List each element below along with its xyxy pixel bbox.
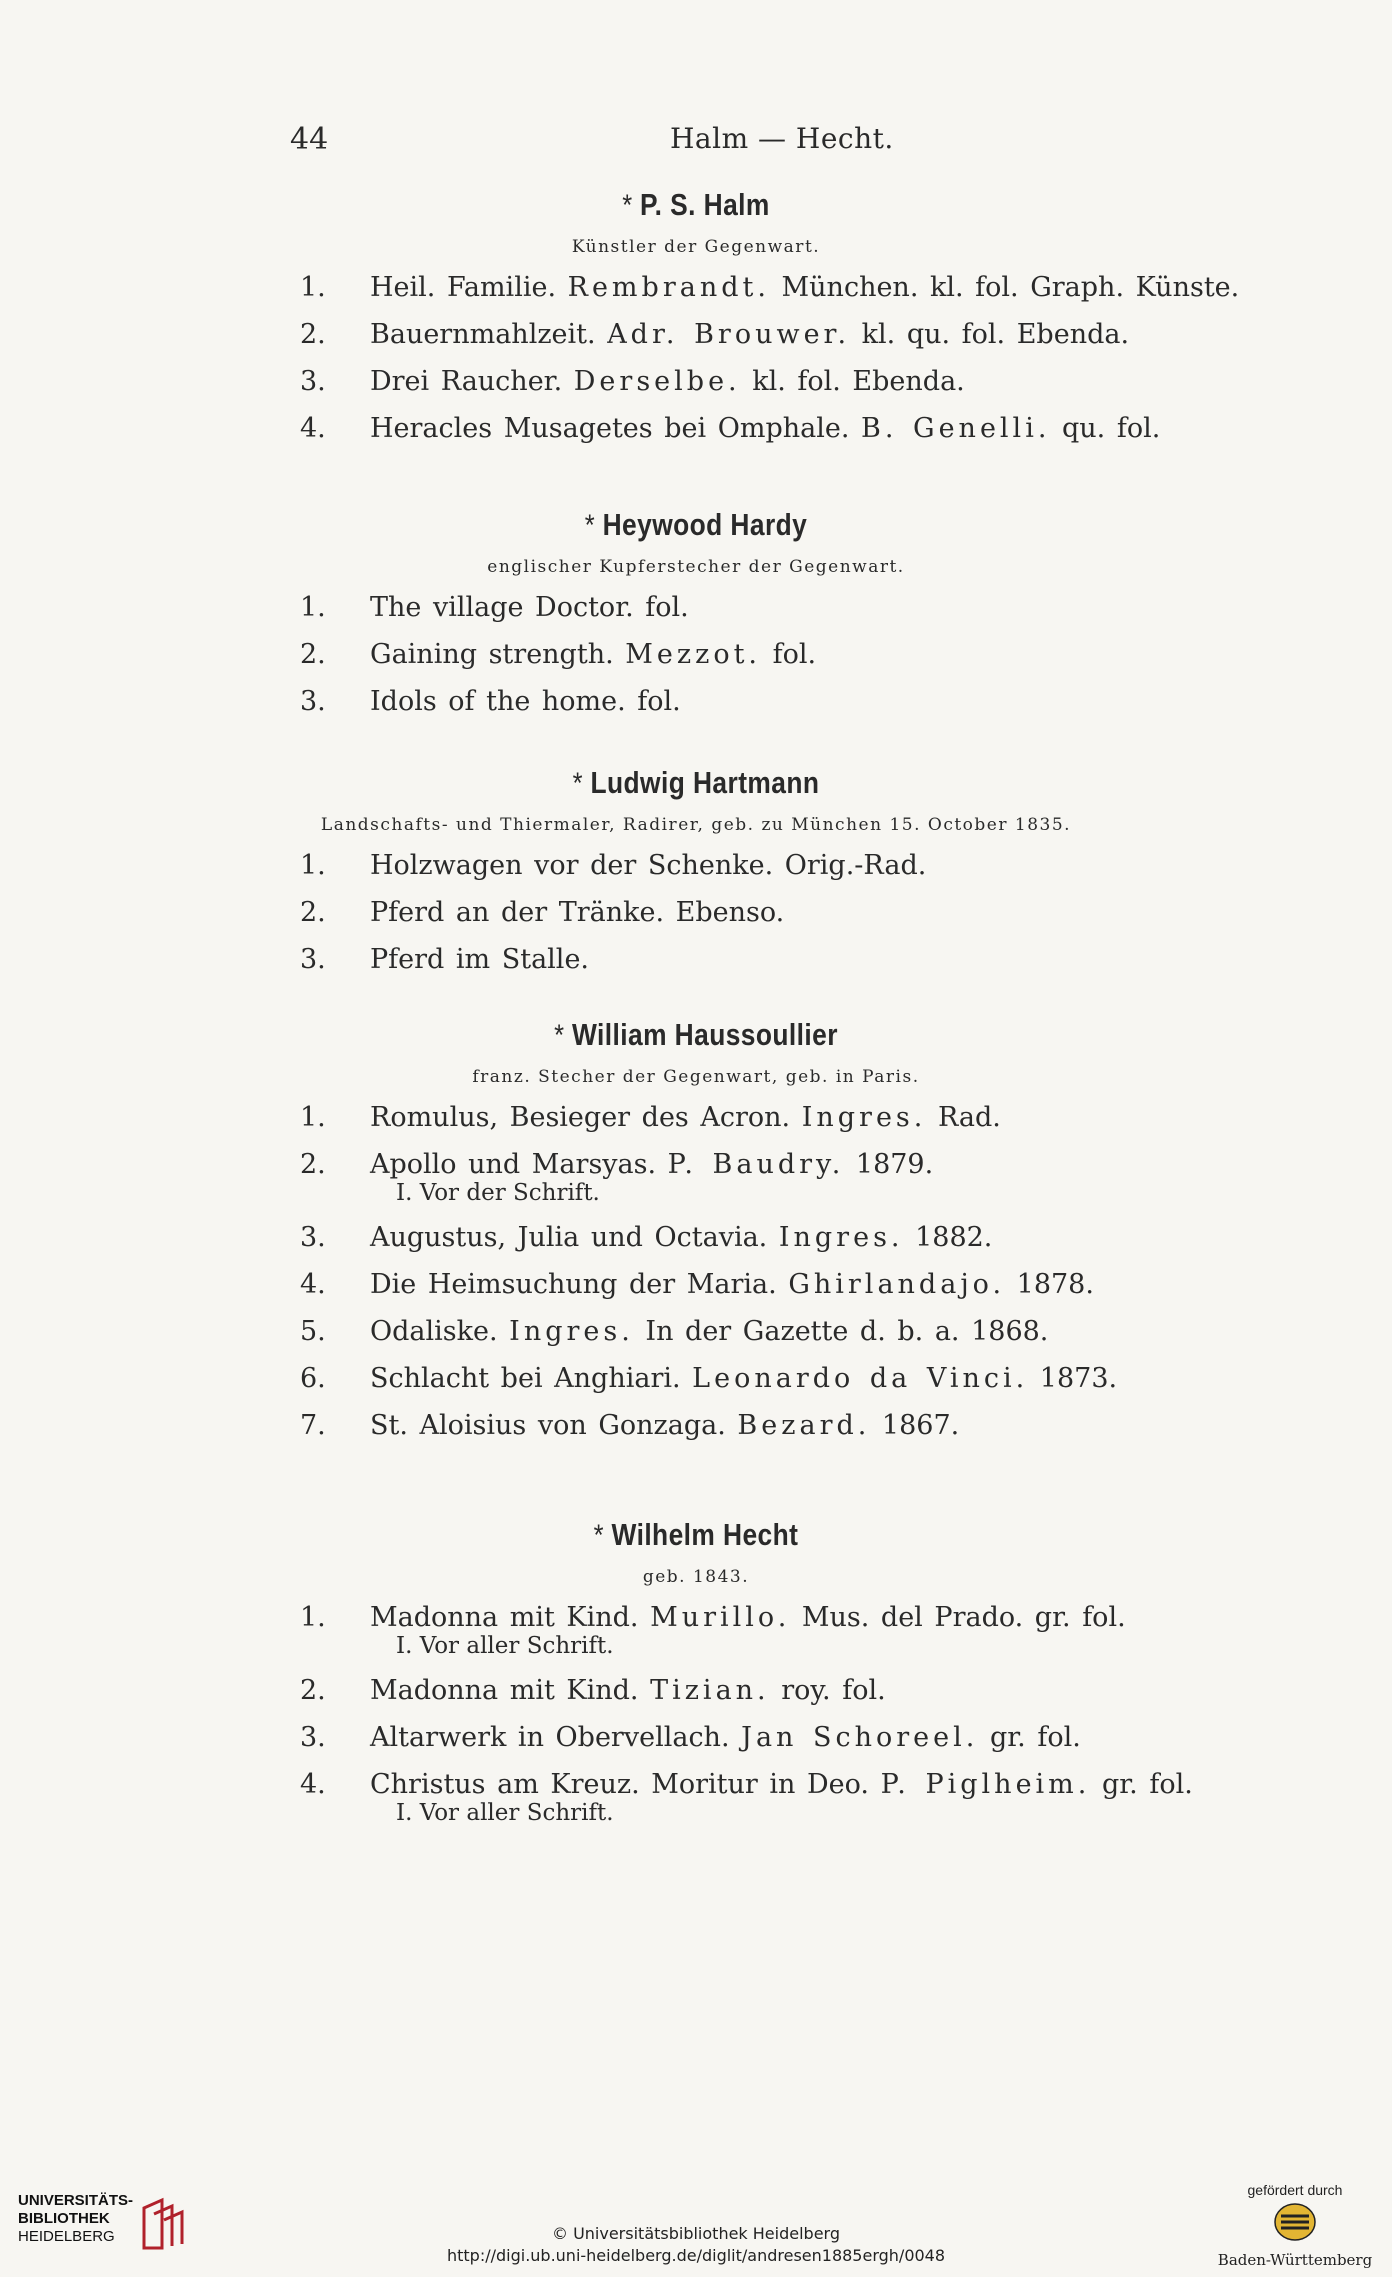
entry-number: 1. [300,272,326,303]
catalog-entry [0,264,1392,311]
entry-number: 6. [300,1363,326,1394]
source-url-link[interactable]: http://digi.ub.uni-heidelberg.de/diglit/andresen1885ergh/0048 [446,2246,946,2265]
page-number: 44 [290,122,329,157]
artist-subtitle: Landschafts- und Thiermaler, Radirer, geb. zu München 15. October 1835. [320,815,1072,835]
entry-text [370,405,1160,452]
entry-text-part: qu. fol. [1050,413,1161,444]
painter-name: P. Baudry. [667,1149,845,1180]
entry-text [370,1355,1117,1402]
entry-text-part: Mus. del Prado. gr. fol. [790,1602,1126,1633]
entry-number: 2. [300,319,326,350]
catalog-entry [0,1261,1392,1308]
catalog-entry [0,842,1392,889]
painter-name: Tizian. [650,1675,770,1706]
artist-heading [104,180,1287,230]
entry-number: 2. [300,639,326,670]
funded-by-text: gefördert durch [1247,2182,1343,2198]
artist-section [0,180,1392,452]
entry-number: 1. [300,1602,326,1633]
entry-number: 5. [300,1316,326,1347]
entry-text [370,1402,959,1449]
entry-text-part: Pferd im Stalle. [370,944,590,975]
artist-name: William Haussoullier [571,1017,838,1052]
asterisk-mark: * [584,509,603,542]
catalog-entry [0,1094,1392,1141]
artist-subtitle: Künstler der Gegenwart. [571,237,821,257]
catalog-entry [0,1214,1392,1261]
artist-name: Wilhelm Hecht [611,1517,799,1552]
entry-number: 4. [300,1269,326,1300]
painter-name: Ingres. [509,1316,634,1347]
library-name-line1: UNIVERSITÄTS- [18,2192,134,2209]
entry-text-part: Romulus, Besieger des Acron. [370,1102,802,1133]
painter-name: Derselbe. [573,366,741,397]
entry-text-part: The village Doctor. fol. [370,592,689,623]
entry-text-part: 1867. [870,1410,960,1441]
entry-number: 2. [300,897,326,928]
entry-text-part: Rad. [926,1102,1001,1133]
entry-text-part: Schlacht bei Anghiari. [370,1363,693,1394]
entry-number: 1. [300,850,326,881]
painter-name: Jan Schoreel. [741,1722,979,1753]
catalog-entry [0,311,1392,358]
artist-section [0,1510,1392,1834]
painter-name: B. Genelli. [861,413,1051,444]
asterisk-mark: * [622,189,641,222]
painter-name: Bezard. [737,1410,871,1441]
running-head: Halm — Hecht. [670,122,894,155]
entry-text [370,678,681,725]
entry-text [370,936,589,983]
entry-text-part: gr. fol. [978,1722,1081,1753]
entry-text-part: Apollo und Marsyas. [370,1149,668,1180]
entry-text [370,264,1239,311]
artist-name: Ludwig Hartmann [590,765,820,800]
artist-subtitle: englischer Kupferstecher der Gegenwart. [487,557,905,577]
entry-text [370,889,784,936]
entry-number: 3. [300,1722,326,1753]
entry-number: 3. [300,366,326,397]
catalog-entry [0,1308,1392,1355]
painter-name: Leonardo da Vinci. [692,1363,1029,1394]
catalog-entry [0,1355,1392,1402]
catalog-entry [0,405,1392,452]
entry-text-part: fol. [761,639,817,670]
catalog-entry [0,936,1392,983]
entry-text [370,1094,1001,1141]
entry-text-part: 1882. [903,1222,993,1253]
entry-text-part: Heracles Musagetes bei Omphale. [370,413,861,444]
entry-text-part: Madonna mit Kind. [370,1675,651,1706]
painter-name: P. Piglheim. [880,1769,1091,1800]
entry-number: 1. [300,592,326,623]
entry-text-part: Madonna mit Kind. [370,1602,651,1633]
entry-text [370,1261,1094,1308]
entry-text-part: Pferd an der Tränke. Ebenso. [370,897,785,928]
state-coat-of-arms-icon [1273,2202,1317,2242]
entry-text-part: Drei Raucher. [370,366,574,397]
artist-heading [104,500,1287,550]
entry-text [370,1667,886,1714]
funding-credit [1210,2182,1380,2269]
artist-heading [104,1010,1287,1060]
painter-name: Ghirlandajo. [788,1269,1006,1300]
entry-state-note: I. Vor aller Schrift. [396,1800,614,1826]
entry-text-part: Holzwagen vor der Schenke. Orig.-Rad. [370,850,927,881]
entry-text-part: St. Aloisius von Gonzaga. [370,1410,738,1441]
entry-text-part: Christus am Kreuz. Moritur in Deo. [370,1769,881,1800]
entry-number: 2. [300,1149,326,1180]
painter-name: Mezzot. [625,639,762,670]
state-name: Baden-Württemberg [1217,2251,1373,2269]
entry-number: 3. [300,686,326,717]
entry-text-part: Die Heimsuchung der Maria. [370,1269,789,1300]
entry-text-part: 1878. [1005,1269,1094,1300]
catalog-entry [0,358,1392,405]
entry-text-part: roy. fol. [769,1675,886,1706]
entry-text-part: gr. fol. [1090,1769,1193,1800]
artist-subtitle: franz. Stecher der Gegenwart, geb. in Paris. [472,1067,920,1087]
entry-number: 4. [300,1769,326,1800]
painter-name: Ingres. [801,1102,927,1133]
entry-text-part: Gaining strength. [370,639,626,670]
entry-text-part: München. kl. fol. Graph. Künste. [769,272,1240,303]
asterisk-mark: * [572,767,591,800]
entry-text-part: Altarwerk in Obervellach. [370,1722,742,1753]
entry-text-part: Heil. Familie. [370,272,568,303]
entry-text-part: 1873. [1028,1363,1118,1394]
entry-text-part: Bauernmahlzeit. [370,319,608,350]
painter-name: Murillo. [650,1602,791,1633]
artist-section [0,1010,1392,1449]
entry-text [370,358,965,405]
entry-number: 3. [300,1222,326,1253]
artist-subtitle: geb. 1843. [642,1567,750,1587]
painter-name: Rembrandt. [567,272,770,303]
painter-name: Adr. Brouwer. [607,319,851,350]
entry-number: 3. [300,944,326,975]
entry-number: 7. [300,1410,326,1441]
asterisk-mark: * [593,1519,612,1552]
entry-text-part: Augustus, Julia und Octavia. [370,1222,779,1253]
entry-state-note: I. Vor der Schrift. [396,1180,600,1206]
artist-section [0,500,1392,725]
catalog-entry [0,631,1392,678]
catalog-entry [0,1714,1392,1761]
copyright-notice: © Universitätsbibliothek Heidelberg [551,2224,840,2243]
library-name-line3: HEIDELBERG [18,2228,115,2245]
catalog-entry [0,1667,1392,1714]
catalog-entry [0,1402,1392,1449]
entry-state-note: I. Vor aller Schrift. [396,1633,614,1659]
entry-text-part: Idols of the home. fol. [370,686,681,717]
entry-number: 1. [300,1102,326,1133]
library-name-line2: BIBLIOTHEK [18,2210,110,2227]
entry-text-part: kl. fol. Ebenda. [740,366,965,397]
entry-text [370,311,1129,358]
entry-number: 4. [300,413,326,444]
entry-text [370,1214,992,1261]
artist-name: Heywood Hardy [602,507,808,542]
entry-text [370,1308,1048,1355]
entry-text-part: In der Gazette d. b. a. 1868. [633,1316,1049,1347]
catalog-entry [0,678,1392,725]
artist-name: P. S. Halm [640,187,770,222]
entry-text [370,631,816,678]
entry-text [370,584,689,631]
entry-text [370,842,926,889]
entry-number: 2. [300,1675,326,1706]
entry-text-part: 1879. [844,1149,934,1180]
catalog-entry [0,889,1392,936]
artist-heading [104,758,1287,808]
painter-name: Ingres. [778,1222,904,1253]
artist-section [0,758,1392,983]
entry-text-part: Odaliske. [370,1316,510,1347]
artist-heading [104,1510,1287,1560]
asterisk-mark: * [554,1019,572,1052]
entry-text [370,1714,1081,1761]
catalog-entry [0,584,1392,631]
entry-text-part: kl. qu. fol. Ebenda. [850,319,1130,350]
